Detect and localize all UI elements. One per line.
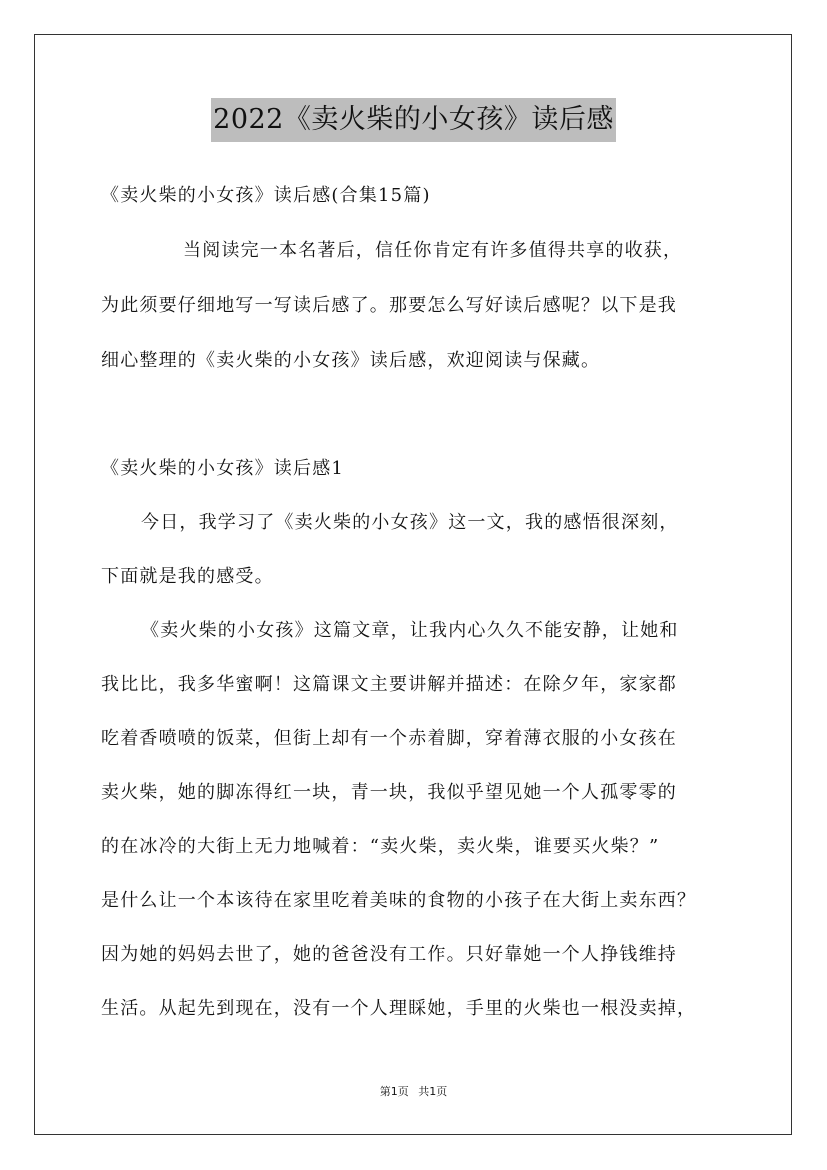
title-container [0,98,827,142]
paragraph-line: 我比比，我多华蜜啊！这篇课文主要讲解并描述：在除夕年，家家都 [101,674,677,695]
document-title: 2022《卖火柴的小女孩》读后感 [211,98,616,142]
paragraph-line: 因为她的妈妈去世了，她的爸爸没有工作。只好靠她一个人挣钱维持 [101,944,677,965]
intro-line-3: 细心整理的《卖火柴的小女孩》读后感，欢迎阅读与保藏。 [101,350,601,371]
page-total: 共1页 [418,1085,448,1098]
paragraph-line: 生活。从起先到现在，没有一个人理睬她，手里的火柴也一根没卖掉， [101,998,697,1019]
page-number: 第1页 [379,1085,409,1098]
section-heading: 《卖火柴的小女孩》读后感1 [101,458,345,479]
paragraph-line: 下面就是我的感受。 [101,566,274,587]
intro-line-2: 为此须要仔细地写一写读后感了。那要怎么写好读后感呢？以下是我 [101,295,677,316]
paragraph-line: 卖火柴，她的脚冻得红一块，青一块，我似乎望见她一个人孤零零的 [101,782,677,803]
paragraph-line: 是什么让一个本该待在家里吃着美味的食物的小孩子在大街上卖东西？ [101,890,697,911]
paragraph-line: 《卖火柴的小女孩》这篇文章，让我内心久久不能安静，让她和 [141,620,679,641]
paragraph-line: 的在冰冷的大街上无力地喊着：“卖火柴，卖火柴，谁要买火柴？” [101,836,660,857]
document-subtitle: 《卖火柴的小女孩》读后感(合集15篇) [101,185,431,206]
page-footer [0,1083,827,1099]
intro-line-1: 当阅读完一本名著后，信任你肯定有许多值得共享的收获， [183,240,683,261]
paragraph-line: 吃着香喷喷的饭菜，但街上却有一个赤着脚，穿着薄衣服的小女孩在 [101,728,677,749]
paragraph-line: 今日，我学习了《卖火柴的小女孩》这一文，我的感悟很深刻， [141,512,679,533]
